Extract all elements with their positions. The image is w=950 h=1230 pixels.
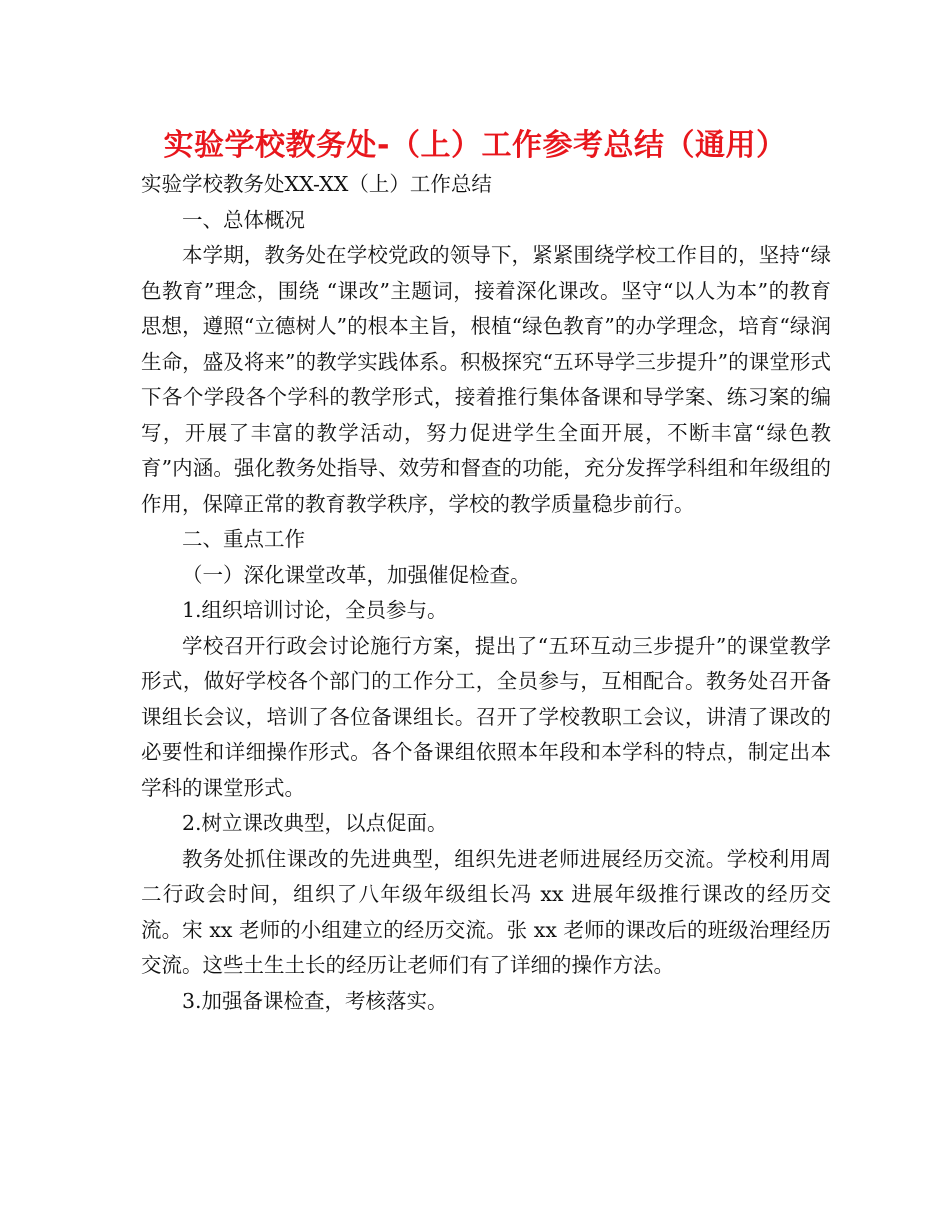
document-title: 实验学校教务处-（上）工作参考总结（通用） (163, 128, 787, 163)
item-heading-lesson-check: 3.加强备课检查，考核落实。 (182, 988, 448, 1013)
section-heading-key-work: 二、重点工作 (182, 527, 305, 551)
paragraph-models: 教务处抓住课改的先进典型，组织先进老师进展经历交流。学校利用周二行政会时间，组织了八年级年级组长冯 xx 进展年级推行课改的经历交流。宋 xx 老师的小组建立的经历交流。张 xx 老师的课改后的班级治理经历交流。这些土生土长的经历让老师们有了详细的操作方法。 (141, 846, 831, 977)
paragraph-overview: 本学期，教务处在学校党政的领导下，紧紧围绕学校工作目的，坚持“绿色教育”理念，围绕 “课改”主题词，接着深化课改。坚守“以人为本”的教育思想，遵照“立德树人”的根本主旨，根植“绿色教育”的办学理念，培育“绿润生命，盛及将来”的教学实践体系。积极探究“五环导学三步提升”的课堂形式下各个学段各个学科的教学形式，接着推行集体备课和导学案、练习案的编写，开展了丰富的教学活动，努力促进学生全面开展，不断丰富“绿色教育”内涵。强化教务处指导、效劳和督查的功能，充分发挥学科组和年级组的作用，保障正常的教育教学秩序，学校的教学质量稳步前行。 (141, 243, 831, 516)
document-subtitle: 实验学校教务处XX-XX（上）工作总结 (141, 172, 492, 196)
item-heading-training: 1.组织培训讨论，全员参与。 (182, 598, 448, 622)
subsection-heading-classroom-reform: （一）深化课堂改革，加强催促检查。 (182, 562, 531, 587)
section-heading-overview: 一、总体概况 (182, 207, 305, 232)
paragraph-training: 学校召开行政会讨论施行方案，提出了“五环互动三步提升”的课堂教学形式，做好学校各个部门的工作分工，全员参与，互相配合。教务处召开备课组长会议，培训了各位备课组长。召开了学校教职工会议，讲清了课改的必要性和详细操作形式。各个备课组依照本年段和本学科的特点，制定出本学科的课堂形式。 (141, 633, 831, 800)
item-heading-models: 2.树立课改典型，以点促面。 (182, 811, 448, 835)
document-body (141, 167, 831, 1019)
